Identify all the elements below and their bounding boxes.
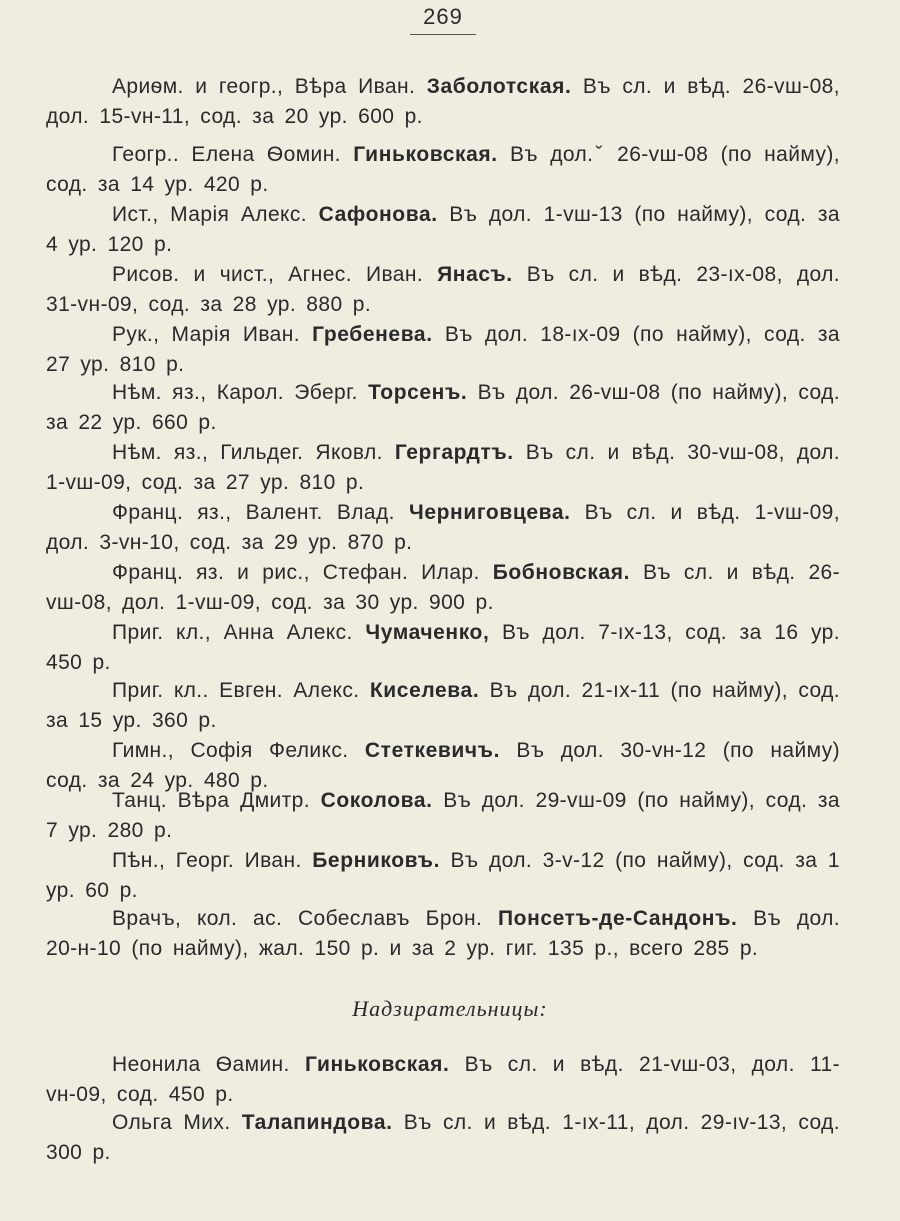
- staff-entry: Нѣм. яз., Карол. Эберг. Торсенъ. Въ дол. 26-vш-08 (по найму), сод. за 22 ур. 660 р.: [46, 381, 840, 434]
- staff-entry: Гимн., Софія Феликс. Стеткевичъ. Въ дол. 30-vн-12 (по найму) сод. за 24 ур. 480 р.: [46, 739, 840, 792]
- staff-entry: Нѣм. яз., Гильдег. Яковл. Гергардтъ. Въ сл. и вѣд. 30-vш-08, дол. 1-vш-09, сод. за 27 ур. 810 р.: [46, 441, 840, 494]
- staff-entry: Пѣн., Георг. Иван. Берниковъ. Въ дол. 3-v-12 (по найму), сод. за 1 ур. 60 р.: [46, 849, 840, 902]
- staff-entry: Геогр.. Елена Ѳомин. Гиньковская. Въ дол.ˇ 26-vш-08 (по найму), сод. за 14 ур. 420 р.: [46, 143, 840, 196]
- surname: Чумаченко,: [365, 621, 490, 644]
- staff-entry: Ольга Мих. Талапиндова. Въ сл. и вѣд. 1-ıx-11, дол. 29-ıv-13, сод. 300 р.: [46, 1111, 840, 1164]
- staff-entry: Приг. кл.. Евген. Алекс. Киселева. Въ дол. 21-ıx-11 (по найму), сод. за 15 ур. 360 р.: [46, 679, 840, 732]
- section-heading: Надзирательницы:: [352, 996, 548, 1021]
- staff-entry: Врачъ, кол. ас. Собеславъ Брон. Понсетъ-де-Сандонъ. Въ дол. 20-н-10 (по найму), жал. 150 р. и за 2 ур. гиг. 135 р., всего 285 р.: [46, 907, 840, 960]
- surname: Гергардтъ.: [394, 441, 514, 464]
- page-number-rule: [410, 34, 476, 35]
- surname: Бобновская.: [492, 561, 631, 584]
- staff-entry: Неонила Ѳамин. Гиньковская. Въ сл. и вѣд. 21-vш-03, дол. 11-vн-09, сод. 450 р.: [46, 1053, 840, 1106]
- surname: Черниговцева.: [408, 501, 571, 524]
- surname: Сафонова.: [318, 203, 438, 226]
- surname: Соколова.: [320, 789, 433, 812]
- staff-entry: Франц. яз. и рис., Стефан. Илар. Бобновская. Въ сл. и вѣд. 26-vш-08, дол. 1-vш-09, сод. за 30 ур. 900 р.: [46, 561, 840, 614]
- surname: Заболотская.: [426, 75, 572, 98]
- staff-entry: Рисов. и чист., Агнес. Иван. Янасъ. Въ сл. и вѣд. 23-ıx-08, дол. 31-vн-09, сод. за 28 ур. 880 р.: [46, 263, 840, 316]
- surname: Гиньковская.: [353, 143, 498, 166]
- staff-entry: Ист., Марія Алекс. Сафонова. Въ дол. 1-vш-13 (по найму), сод. за 4 ур. 120 р.: [46, 203, 840, 256]
- surname: Янасъ.: [437, 263, 513, 286]
- staff-entry: Франц. яз., Валент. Влад. Черниговцева. Въ сл. и вѣд. 1-vш-09, дол. 3-vн-10, сод. за 29 ур. 870 р.: [46, 501, 840, 554]
- surname: Стеткевичъ.: [364, 739, 501, 762]
- surname: Торсенъ.: [368, 381, 468, 404]
- surname: Гиньковская.: [304, 1053, 450, 1076]
- staff-entry: Танц. Вѣра Дмитр. Соколова. Въ дол. 29-vш-09 (по найму), сод. за 7 ур. 280 р.: [46, 789, 840, 842]
- surname: Понсетъ-де-Сандонъ.: [497, 907, 738, 930]
- staff-entry: Приг. кл., Анна Алекс. Чумаченко, Въ дол. 7-ıx-13, сод. за 16 ур. 450 р.: [46, 621, 840, 674]
- surname: Талапиндова.: [241, 1111, 393, 1134]
- page-number: 269: [423, 4, 463, 29]
- surname: Киселева.: [369, 679, 480, 702]
- staff-entry: Ариѳм. и геогр., Вѣра Иван. Заболотская. Въ сл. и вѣд. 26-vш-08, дол. 15-vн-11, сод. за 20 ур. 600 р.: [46, 75, 840, 128]
- surname: Гребенева.: [312, 323, 433, 346]
- surname: Берниковъ.: [312, 849, 441, 872]
- staff-entry: Рук., Марія Иван. Гребенева. Въ дол. 18-ıx-09 (по найму), сод. за 27 ур. 810 р.: [46, 323, 840, 376]
